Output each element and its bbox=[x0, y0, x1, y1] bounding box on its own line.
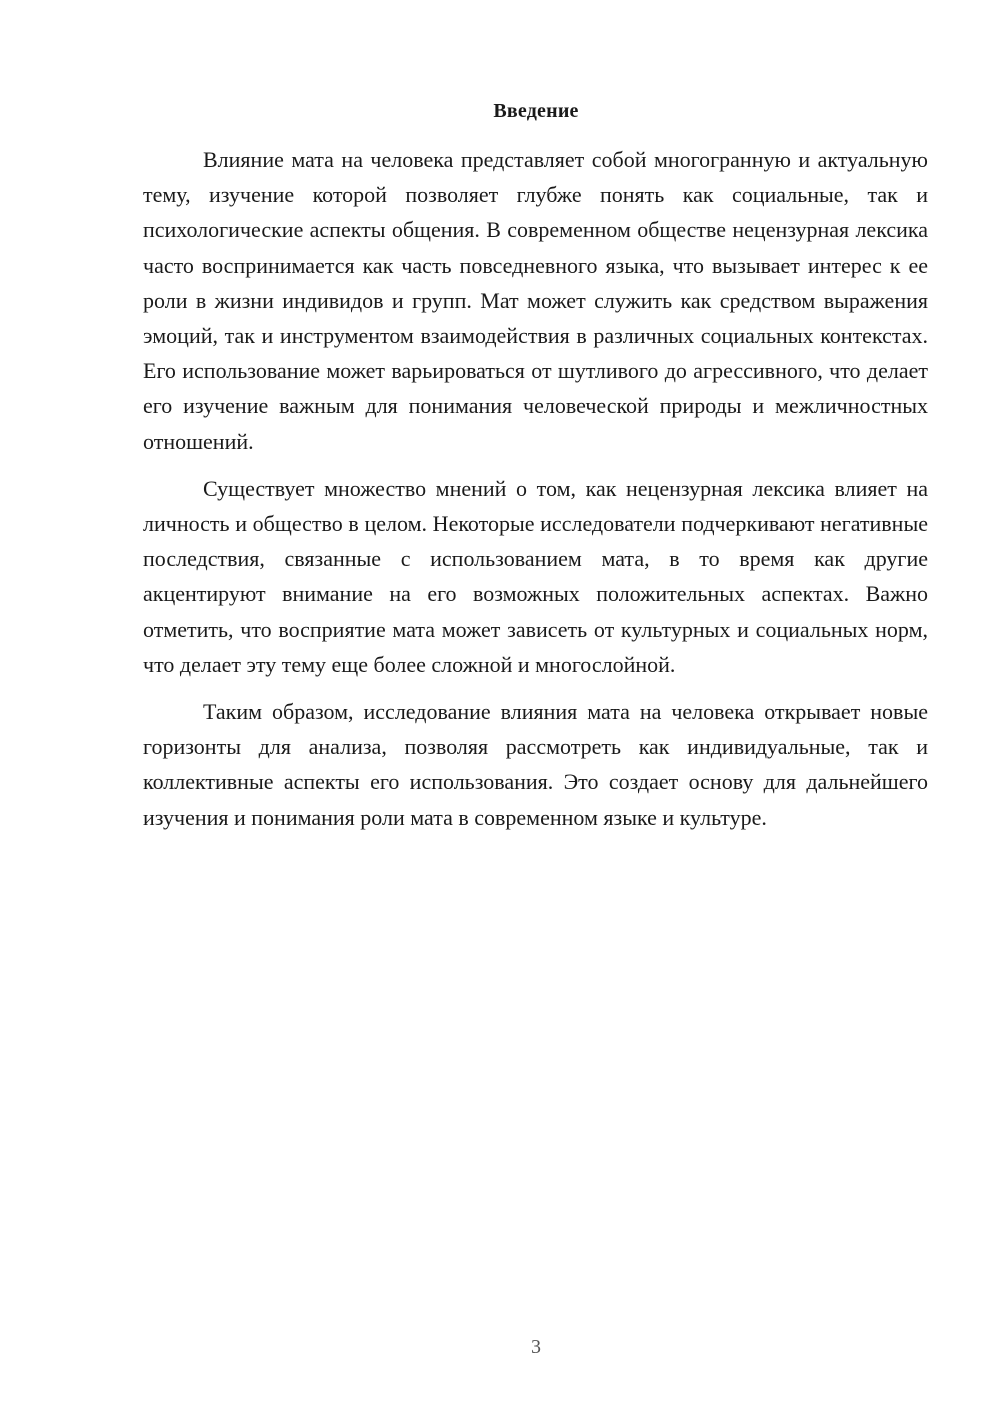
paragraph-1: Влияние мата на человека представляет собой многогранную и актуальную тему, изучение которой позволяет глубже понять как социальные, так и психологические аспекты общения. В современном обществе нецензурная лексика часто воспринимается как часть повседневного языка, что вызывает интерес к ее роли в жизни индивидов и групп. Мат может служить как средством выражения эмоций, так и инструментом взаимодействия в различных социальных контекстах. Его использование может варьироваться от шутливого до агрессивного, что делает его изучение важным для понимания человеческой природы и межличностных отношений. bbox=[143, 147, 928, 454]
page-number: 3 bbox=[531, 1336, 541, 1358]
body-text bbox=[143, 142, 928, 835]
section-title: Введение bbox=[493, 100, 579, 122]
paragraph-3: Таким образом, исследование влияния мата на человека открывает новые горизонты для анализа, позволяя рассмотреть как индивидуальные, так и коллективные аспекты его использования. Это создает основу для дальнейшего изучения и понимания роли мата в современном языке и культуре. bbox=[143, 699, 928, 830]
paragraph-2: Существует множество мнений о том, как нецензурная лексика влияет на личность и общество в целом. Некоторые исследователи подчеркивают негативные последствия, связанные с использованием мата, в то время как другие акцентируют внимание на его возможных положительных аспектах. Важно отметить, что восприятие мата может зависеть от культурных и социальных норм, что делает эту тему еще более сложной и многослойной. bbox=[143, 475, 928, 677]
